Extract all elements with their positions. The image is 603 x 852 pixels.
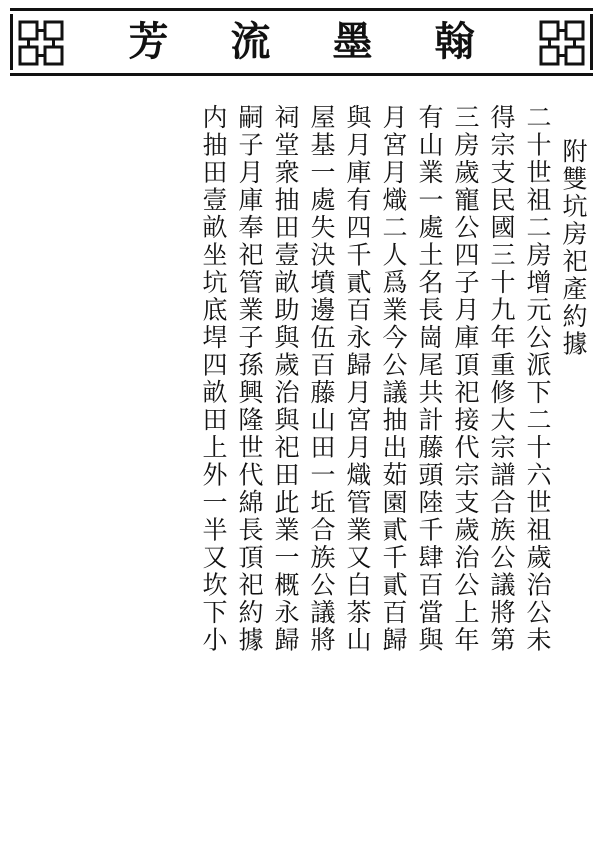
text-column-9: 祠堂衆抽田壹畝助與歲治與祀田此業一概永歸 (271, 104, 300, 654)
corner-ornament-left-icon (18, 20, 64, 66)
text-column-10: 嗣子月庫奉祀管業子孫興隆世代綿長頂祀約據 (235, 104, 264, 654)
text-column-2: 二十世祖二房增元公派下二十六世祖歲治公未 (523, 104, 552, 654)
text-column-5: 有山業一處土名長崗尾共計藤頭陸千肆百當與 (415, 104, 444, 654)
document-title (10, 18, 593, 65)
title-char-4: 翰 (434, 18, 475, 65)
document-header-banner (10, 8, 593, 76)
text-column-6: 月宮月熾二人爲業今公議抽出茹園貳千貳百歸 (379, 104, 408, 654)
document-body (12, 104, 591, 818)
text-column-1: 附雙坑房祀產約據 (559, 138, 588, 358)
title-char-3: 墨 (332, 18, 373, 65)
text-column-3: 得宗支民國三十九年重修大宗譜合族公議將第 (487, 104, 516, 654)
title-char-2: 流 (230, 18, 271, 65)
corner-ornament-right-icon (539, 20, 585, 66)
text-column-8: 屋基一處失決墳邊伍百藤山田一坵合族公議將 (307, 104, 336, 654)
title-char-1: 芳 (128, 18, 169, 65)
text-column-7: 與月庫有四千貳百永歸月宮月熾管業又白茶山 (343, 104, 372, 654)
text-column-4: 三房歲寵公四子月庫頂祀接代宗支歲治公上年 (451, 104, 480, 654)
document-page (0, 8, 603, 826)
text-column-11: 内抽田壹畝坐坑底垾四畝田上外一半又坎下小 (199, 104, 228, 654)
